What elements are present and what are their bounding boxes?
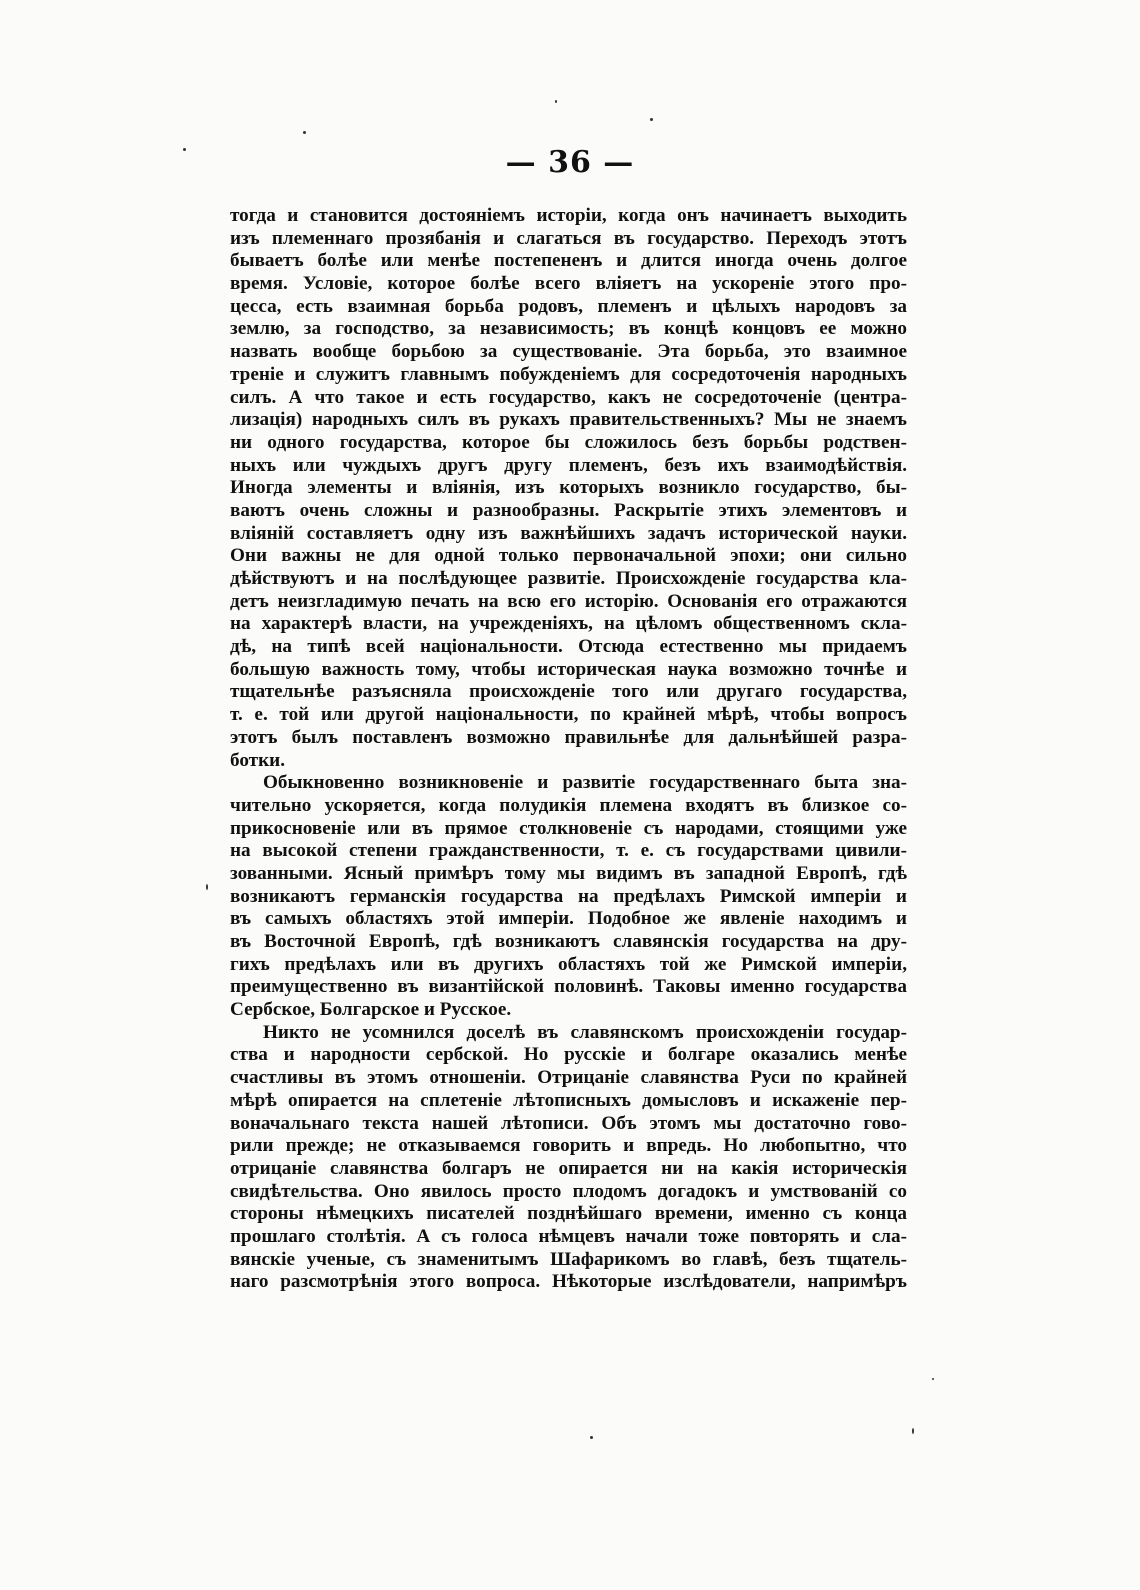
text-line: этотъ былъ поставленъ возможно правильнѣе для дальнѣйшей разра-: [230, 726, 907, 748]
text-line: прошлаго столѣтія. А съ голоса нѣмцевъ начали тоже повторять и сла-: [230, 1225, 907, 1247]
text-line: на высокой степени гражданственности, т. е. съ государствами цивили-: [230, 840, 907, 862]
text-line: свидѣтельства. Оно явилось просто плодомъ догадокъ и умствованій со: [230, 1180, 907, 1202]
text-line: время. Условіе, которое болѣе всего вліяетъ на ускореніе этого про-: [230, 273, 907, 295]
text-line: наго разсмотрѣнія этого вопроса. Нѣкоторые изслѣдователи, напримѣръ: [230, 1271, 907, 1293]
scan-speck: [932, 1378, 934, 1380]
text-line: отрицаніе славянства болгаръ не опирается ни на какія историческія: [230, 1157, 907, 1179]
text-line: рили прежде; не отказываемся говорить и впредь. Но любопытно, что: [230, 1135, 907, 1157]
text-line: счастливы въ этомъ отношеніи. Отрицаніе славянства Руси по крайней: [230, 1067, 907, 1089]
text-line: вліяній составляетъ одну изъ важнѣйшихъ задачъ исторической науки.: [230, 522, 907, 544]
scan-speck: [183, 148, 186, 151]
text-line: ства и народности сербской. Но русскіе и болгаре оказались менѣе: [230, 1044, 907, 1066]
scan-speck: [912, 1428, 914, 1434]
text-line: детъ неизгладимую печать на всю его исторію. Основанія его отражаются: [230, 590, 907, 612]
text-line: большую важность тому, чтобы историческая наука возможно точнѣе и: [230, 658, 907, 680]
body-text: [230, 205, 907, 1294]
text-line: чительно ускоряется, когда полудикія племена входятъ въ близкое со-: [230, 794, 907, 816]
text-line: возникаютъ германскія государства на предѣлахъ Римской имперіи и: [230, 885, 907, 907]
text-line: бываетъ болѣе или менѣе постепененъ и длится иногда очень долгое: [230, 250, 907, 272]
text-line: ваютъ очень сложны и разнообразны. Раскрытіе этихъ элементовъ и: [230, 499, 907, 521]
text-line: Сербское, Болгарское и Русское.: [230, 999, 512, 1021]
text-line: тогда и становится достояніемъ исторіи, когда онъ начинаетъ выходить: [230, 205, 907, 226]
text-line: преимущественно въ византійской половинѣ. Таковы именно государства: [230, 976, 907, 998]
scan-speck: [206, 884, 208, 890]
text-line: землю, за господство, за независимость; въ концѣ концовъ ее можно: [230, 318, 907, 340]
text-line: Они важны не для одной только первоначальной эпохи; они сильно: [230, 545, 907, 567]
text-line: Никто не усомнился доселѣ въ славянскомъ происхожденіи государ-: [263, 1021, 907, 1043]
text-line: ни одного государства, которое бы сложилось безъ борьбы родствен-: [230, 431, 907, 453]
text-line: изъ племеннаго прозябанія и слагаться въ государство. Переходъ этотъ: [230, 227, 907, 249]
text-line: цесса, есть взаимная борьба родовъ, племенъ и цѣлыхъ народовъ за: [230, 295, 907, 317]
text-line: стороны нѣмецкихъ писателей позднѣйшаго времени, именно съ конца: [230, 1203, 907, 1225]
text-line: въ самыхъ областяхъ этой имперіи. Подобное же явленіе находимъ и: [230, 908, 907, 930]
text-line: прикосновеніе или въ прямое столкновеніе съ народами, стоящими уже: [230, 817, 907, 839]
text-line: тщательнѣе разъясняла происхожденіе того или другаго государства,: [230, 681, 907, 703]
text-line: вянскіе ученые, съ знаменитымъ Шафарикомъ во главѣ, безъ тщатель-: [230, 1248, 907, 1270]
text-line: въ Восточной Европѣ, гдѣ возникаютъ славянскія государства на дру-: [230, 931, 907, 952]
text-line: дѣ, на типѣ всей національности. Отсюда естественно мы придаемъ: [230, 636, 907, 658]
text-line: Иногда элементы и вліянія, изъ которыхъ возникло государство, бы-: [230, 477, 907, 499]
text-line: силъ. А что такое и есть государство, какъ не сосредоточеніе (центра-: [230, 386, 907, 408]
scan-speck: [650, 118, 653, 121]
text-line: гихъ предѣлахъ или въ другихъ областяхъ той же Римской имперіи,: [230, 953, 907, 975]
text-line: Обыкновенно возникновеніе и развитіе государственнаго быта зна-: [263, 772, 907, 794]
scan-speck: [555, 100, 557, 103]
text-line: ныхъ или чуждыхъ другъ другу племенъ, безъ ихъ взаимодѣйствія.: [230, 454, 907, 476]
text-line: дѣйствуютъ и на послѣдующее развитіе. Происхожденіе государства кла-: [230, 568, 907, 589]
text-line: назвать вообще борьбою за существованіе. Эта борьба, это взаимное: [230, 341, 907, 363]
text-line: мѣрѣ опирается на сплетеніе лѣтописныхъ домысловъ и искаженіе пер-: [230, 1089, 907, 1111]
text-line: т. е. той или другой національности, по крайней мѣрѣ, чтобы вопросъ: [230, 704, 907, 726]
text-line: зованными. Ясный примѣръ тому мы видимъ въ западной Европѣ, гдѣ: [230, 862, 907, 884]
text-line: лизація) народныхъ силъ въ рукахъ правительственныхъ? Мы не знаемъ: [230, 409, 907, 431]
text-line: на характерѣ власти, на учрежденіяхъ, на цѣломъ общественномъ скла-: [230, 613, 907, 635]
scan-speck: [303, 131, 306, 134]
text-line: воначальнаго текста нашей лѣтописи. Объ этомъ мы достаточно гово-: [230, 1112, 907, 1134]
text-line: ботки.: [230, 749, 286, 771]
text-line: треніе и служитъ главнымъ побужденіемъ для сосредоточенія народныхъ: [230, 363, 907, 385]
scan-speck: [590, 1436, 593, 1439]
page-number: — 36 —: [505, 145, 635, 180]
